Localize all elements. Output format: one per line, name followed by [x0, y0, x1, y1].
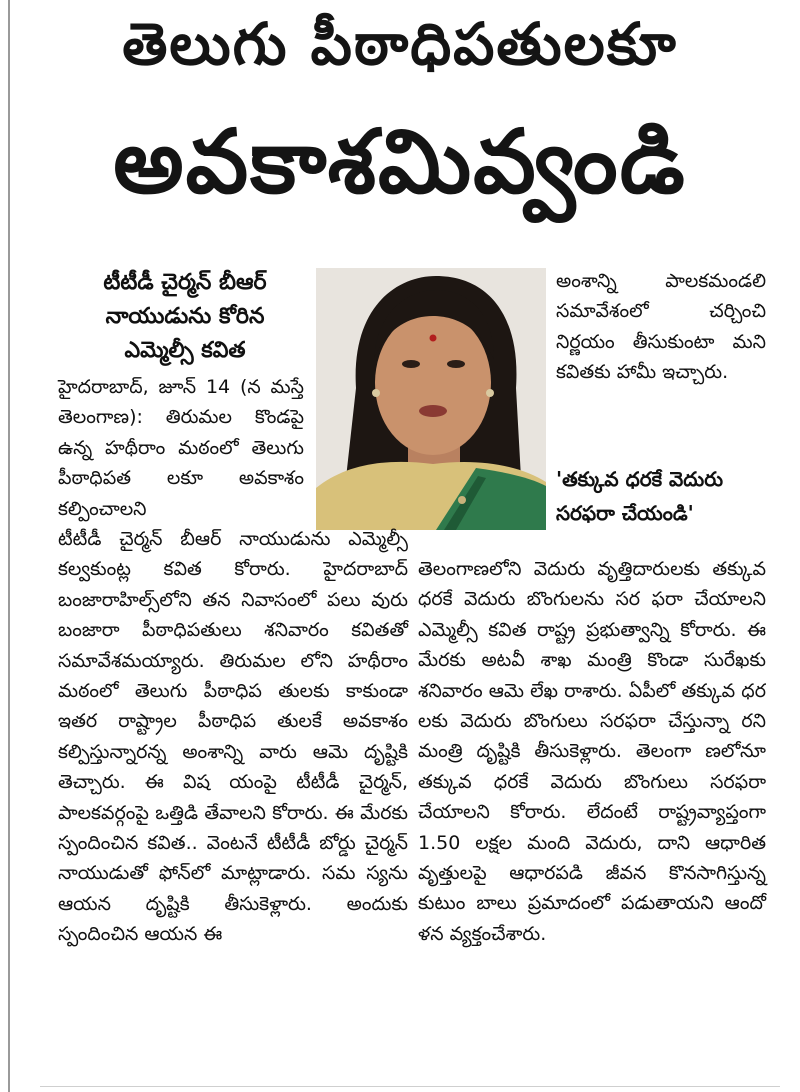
deck-line-1: టీటీడీ చైర్మన్ బీఆర్	[103, 270, 267, 295]
portrait-photo	[316, 268, 546, 530]
article-right-column-top: అంశాన్ని పాలకమండలి సమావేశంలో చర్చించి నిర్ణయం తీసుకుంటా మని కవితకు హామీ ఇచ్చారు.	[556, 270, 766, 384]
article-left-column: టీటీడీ చైర్మన్ బీఆర్ నాయుడును ఎమ్మెల్సీ కల్వకుంట్ల కవిత కోరారు. హైదరాబాద్ బంజారాహిల్స్‌లోని తన నివాసంలో పలు వురు బంజారా పీఠాధిపతులు శనివారం కవితతో సమావేశమయ్యారు. తిరుమల లోని హథీరాం మఠంలో తెలుగు పీఠాధిప తులకు కాకుండా ఇతర రాష్ట్రాల పీఠాధిప తులకే అవకాశం కల్పిస్తున్నారన్న అంశాన్ని వారు ఆమె దృష్టికి తెచ్చారు. ఈ విష యంపై టీటీడీ చైర్మన్, పాలకవర్గంపై ఒత్తిడి తేవాలని కోరారు. ఈ మేరకు స్పందించిన కవిత.. వెంటనే టీటీడీ బోర్డు చైర్మన్ నాయుడుతో ఫోన్‌లో మాట్లాడారు. సమ స్యను ఆయన దృష్టికి తీసుకెళ్లారు. అందుకు స్పందించిన ఆయన ఈ	[58, 528, 408, 946]
section-subheading: 'తక్కువ ధరకే వెదురు సరఫరా చేయండి'	[556, 467, 724, 525]
deck-subheadline	[70, 266, 300, 368]
deck-line-3: ఎమ్మెల్సీ కవిత	[124, 338, 246, 363]
portrait-illustration	[316, 268, 546, 530]
bottom-rule	[40, 1086, 780, 1087]
headline-line-2: అవకాశమివ్వండి	[113, 110, 687, 213]
headline-line-1: తెలుగు పీఠాధిపతులకూ	[122, 10, 678, 78]
article-right-column-main: తెలంగాణలోని వెదురు వృత్తిదారులకు తక్కువ ధరకే వెదురు బొంగులను సర ఫరా చేయాలని ఎమ్మెల్సీ కవిత రాష్ట్ర ప్రభుత్వాన్ని కోరారు. ఈ మేరకు అటవీ శాఖ మంత్రి కొండా సురేఖకు శనివారం ఆమె లేఖ రాశారు. ఏపీలో తక్కువ ధర లకు వెదురు బొంగులు సరఫరా చేస్తున్నా రని మంత్రి దృష్టికి తీసుకెళ్లారు. తెలంగా ణలోనూ తక్కువ ధరకే వెదురు బొంగులు సరఫరా చేయాలని కోరారు. లేదంటే రాష్ట్రవ్యాప్తంగా 1.50 లక్షల మంది వెదురు, దాని ఆధారిత వృత్తులపై ఆధారపడి జీవన కొనసాగిస్తున్న కుటుం బాలు ప్రమాదంలో పడుతాయని ఆందో ళన వ్యక్తంచేశారు.	[418, 558, 766, 945]
page-edge-rule	[8, 0, 10, 1092]
deck-line-2: నాయుడును కోరిన	[105, 304, 265, 329]
article-intro-paragraph: హైదరాబాద్, జూన్ 14 (న మస్తే తెలంగాణ): తిరుమల కొండపై ఉన్న హథీరాం మఠంలో తెలుగు పీఠాధిపత లకూ అవకాశం కల్పించాలని	[58, 376, 304, 520]
